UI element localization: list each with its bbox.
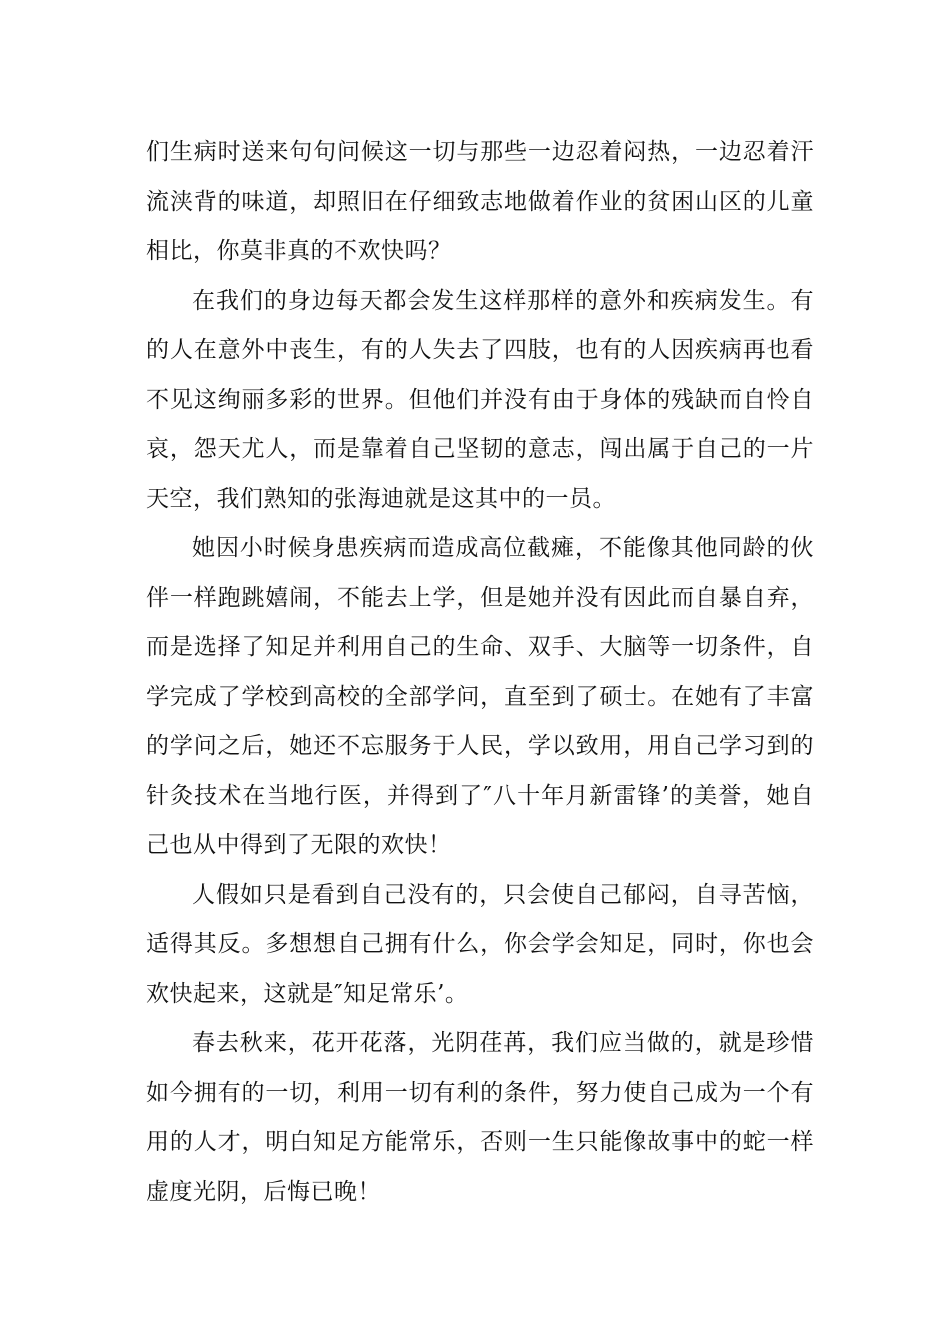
- paragraph-5: 春去秋来，花开花落，光阴荏苒，我们应当做的，就是珍惜如今拥有的一切，利用一切有利的条件，努力使自己成为一个有用的人才，明白知足方能常乐，否则一生只能像故事中的蛇一样虚度光阴，后悔已晚！: [146, 1030, 814, 1205]
- paragraph-1: 们生病时送来句句问候这一切与那些一边忍着闷热，一边忍着汗流浃背的味道，却照旧在仔细致志地做着作业的贫困山区的儿童相比，你莫非真的不欢快吗？: [146, 139, 814, 264]
- document-body: [146, 128, 814, 1217]
- paragraph-4: 人假如只是看到自己没有的，只会使自己郁闷，自寻苦恼，适得其反。多想想自己拥有什么，你会学会知足，同时，你也会欢快起来，这就是″知足常乐’。: [146, 881, 814, 1007]
- paragraph-3: 她因小时候身患疾病而造成高位截瘫，不能像其他同龄的伙伴一样跑跳嬉闹，不能去上学，但是她并没有因此而自暴自弃，而是选择了知足并利用自己的生命、双手、大脑等一切条件，自学完成了学校到高校的全部学问，直至到了硕士。在她有了丰富的学问之后，她还不忘服务于人民，学以致用，用自己学习到的针灸技术在当地行医，并得到了″八十年月新雷锋’的美誉，她自己也从中得到了无限的欢快！: [146, 535, 814, 858]
- paragraph-2: 在我们的身边每天都会发生这样那样的意外和疾病发生。有的人在意外中丧生，有的人失去了四肢，也有的人因疾病再也看不见这绚丽多彩的世界。但他们并没有由于身体的残缺而自怜自哀，怨天尤人，而是靠着自己坚韧的意志，闯出属于自己的一片天空，我们熟知的张海迪就是这其中的一员。: [146, 287, 814, 512]
